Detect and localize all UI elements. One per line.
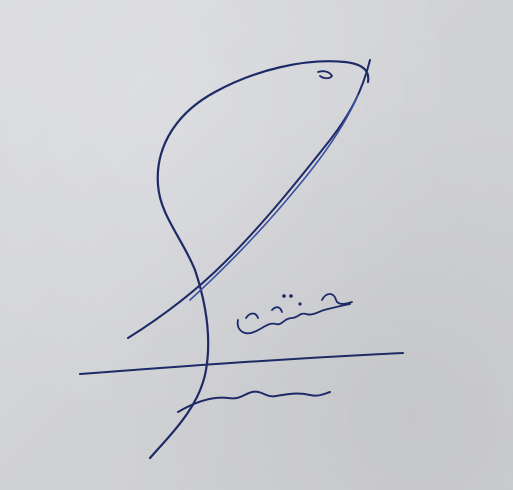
signature-wavy-tail	[178, 392, 330, 412]
signature-underline	[80, 353, 403, 374]
signature-name-strokes	[238, 294, 352, 333]
signature-main-loop	[150, 61, 368, 458]
signature-top-hook	[318, 71, 332, 78]
signature-diagonal-double	[190, 95, 358, 300]
